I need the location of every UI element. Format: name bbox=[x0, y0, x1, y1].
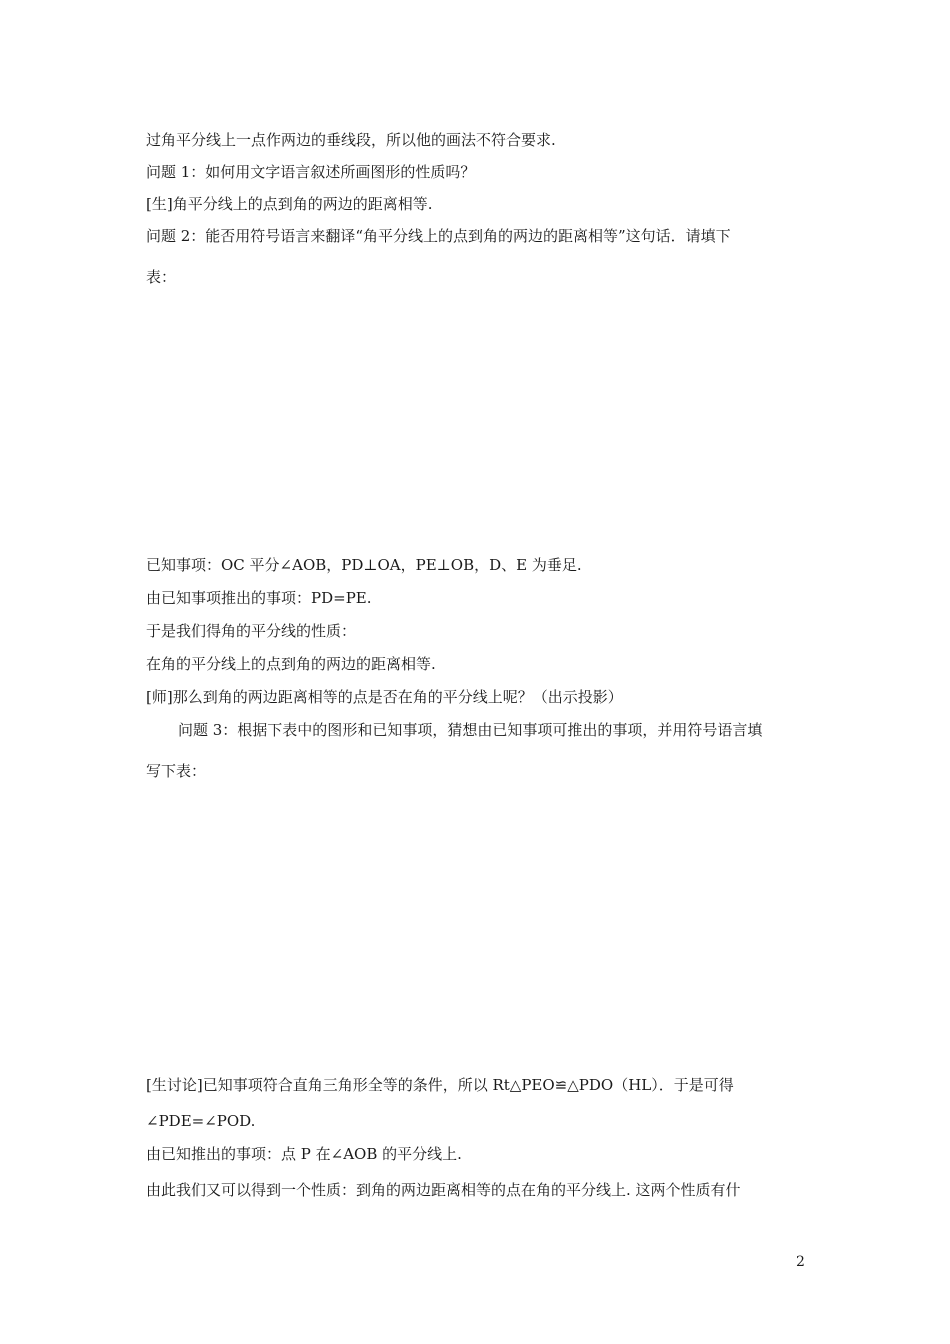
derived-conclusion: 由已知推出的事项：点 P 在∠AOB 的平分线上. bbox=[146, 1145, 462, 1163]
derived-facts: 由已知事项推出的事项：PD=PE. bbox=[146, 589, 372, 607]
question-1: 问题 1：如何用文字语言叙述所画图形的性质吗？ bbox=[146, 163, 476, 181]
known-facts: 已知事项：OC 平分∠AOB，PD⊥OA，PE⊥OB，D、E 为垂足. bbox=[146, 556, 582, 574]
question-2-continuation: 表： bbox=[146, 268, 177, 286]
question-2: 问题 2：能否用符号语言来翻译“角平分线上的点到角的两边的距离相等”这句话．请填下 bbox=[146, 227, 731, 245]
table-placeholder-1 bbox=[146, 300, 806, 545]
student-answer: [生]角平分线上的点到角的两边的距离相等. bbox=[146, 195, 433, 213]
angle-equality: ∠PDE=∠POD. bbox=[146, 1112, 256, 1130]
property-intro: 于是我们得角的平分线的性质： bbox=[146, 622, 357, 640]
page-number: 2 bbox=[796, 1254, 805, 1270]
question-3: 问题 3：根据下表中的图形和已知事项，猜想由已知事项可推出的事项，并用符号语言填 bbox=[178, 721, 763, 739]
second-property: 由此我们又可以得到一个性质：到角的两边距离相等的点在角的平分线上. 这两个性质有什 bbox=[146, 1181, 741, 1199]
teacher-question: [师]那么到角的两边距离相等的点是否在角的平分线上呢？（出示投影） bbox=[146, 688, 623, 706]
paragraph-line: 过角平分线上一点作两边的垂线段，所以他的画法不符合要求. bbox=[146, 131, 556, 149]
table-placeholder-2 bbox=[146, 795, 806, 1065]
question-3-continuation: 写下表： bbox=[146, 762, 207, 780]
student-discussion: [生讨论]已知事项符合直角三角形全等的条件，所以 Rt△PEO≌△PDO（HL）．于是可得 bbox=[146, 1076, 734, 1094]
property-statement: 在角的平分线上的点到角的两边的距离相等. bbox=[146, 655, 436, 673]
